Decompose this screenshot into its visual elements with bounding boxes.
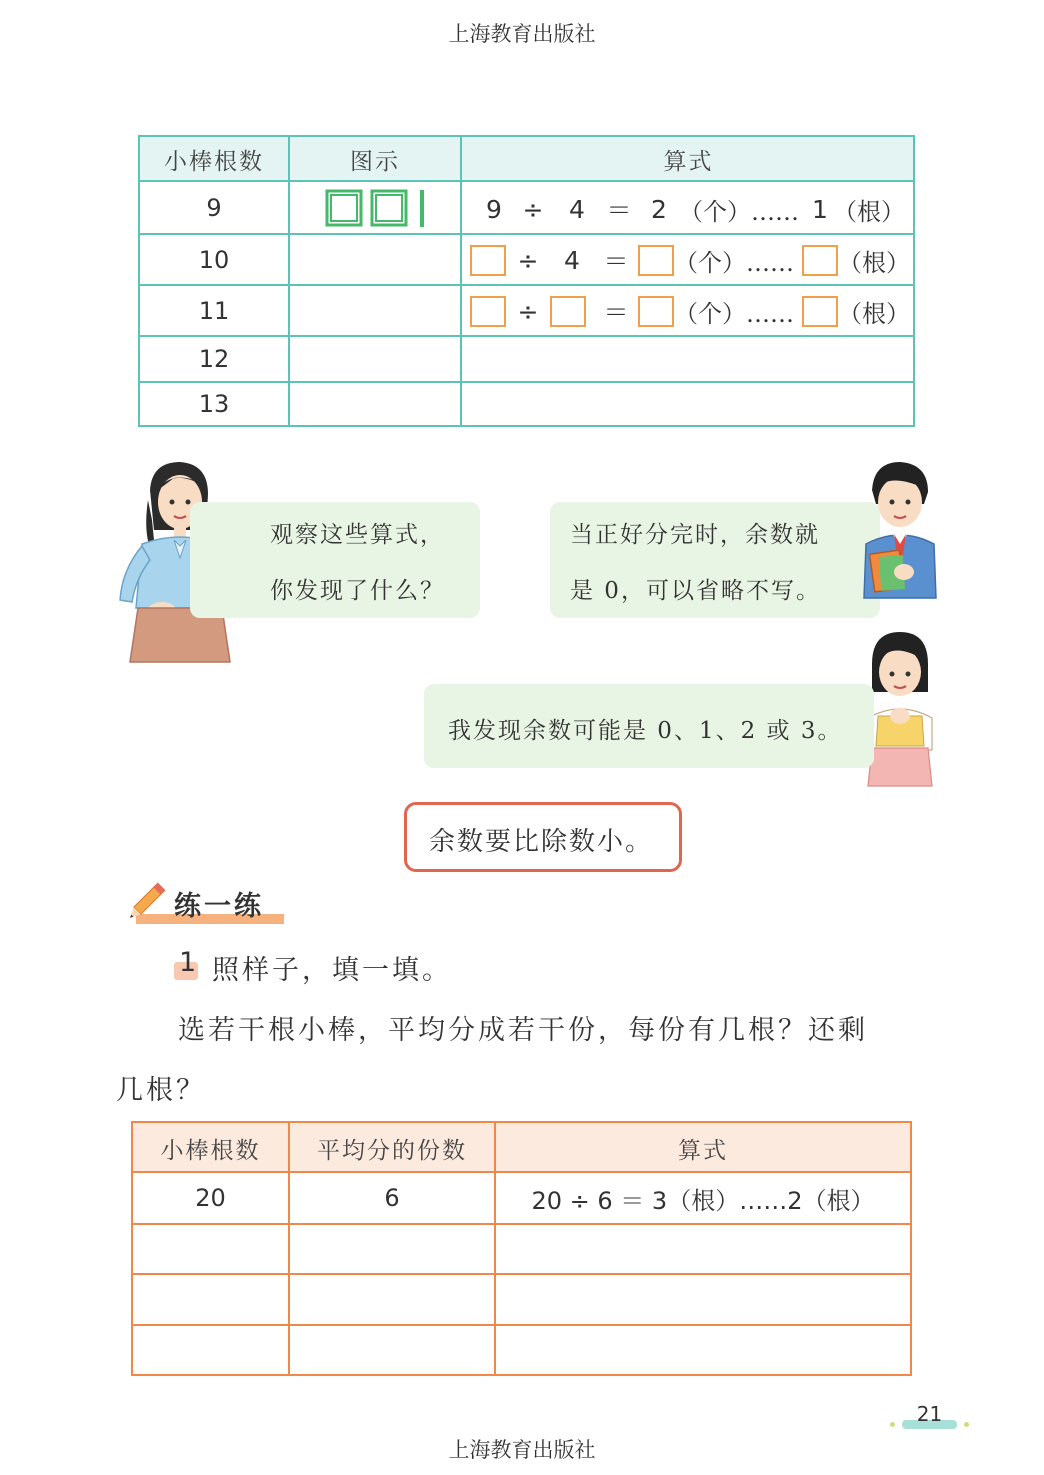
publisher-header: 上海教育出版社 bbox=[448, 22, 596, 46]
header-diagram: 图示 bbox=[350, 149, 400, 175]
remainder: 1 bbox=[812, 194, 828, 224]
answer-box-dividend[interactable] bbox=[470, 296, 506, 327]
answer-box-remainder[interactable] bbox=[802, 245, 838, 276]
header-stick-count: 小棒根数 bbox=[164, 149, 264, 175]
unit-gen: （根） bbox=[838, 248, 910, 277]
prompt-line-1: 选若干根小棒，平均分成若干份，每份有几根？还剩 bbox=[178, 1015, 868, 1046]
divide-sign: ÷ bbox=[517, 245, 539, 275]
girl-speech-bubble bbox=[424, 684, 874, 768]
equals-sign: ＝ bbox=[603, 298, 629, 327]
table-cell[interactable] bbox=[496, 1326, 910, 1374]
answer-box-remainder[interactable] bbox=[802, 296, 838, 327]
divisor: 4 bbox=[564, 245, 580, 275]
table-cell[interactable] bbox=[133, 1225, 288, 1273]
dividend: 9 bbox=[486, 194, 502, 224]
stick-division-table bbox=[138, 135, 915, 427]
table-cell[interactable] bbox=[290, 1326, 494, 1374]
unit-gen: （根） bbox=[833, 197, 905, 226]
answer-box-dividend[interactable] bbox=[470, 245, 506, 276]
page-number: 21 bbox=[916, 1402, 943, 1426]
answer-box-quotient[interactable] bbox=[638, 245, 674, 276]
boy-line-1: 当正好分完时，余数就 bbox=[570, 522, 820, 548]
girl-line: 我发现余数可能是 0、1、2 或 3。 bbox=[448, 718, 843, 744]
teacher-line-2: 你发现了什么？ bbox=[270, 578, 445, 604]
row-count-11: 11 bbox=[198, 296, 230, 325]
unit-ge-dots: （个）…… bbox=[674, 299, 794, 328]
question-number: 1 bbox=[179, 947, 200, 978]
answer-box-quotient[interactable] bbox=[638, 296, 674, 327]
boy-line-2: 是 0，可以省略不写。 bbox=[570, 578, 821, 604]
row-count-9: 9 bbox=[206, 193, 222, 222]
table-cell[interactable] bbox=[290, 1275, 494, 1324]
teacher-line-1: 观察这些算式， bbox=[270, 522, 445, 548]
equation-row-10 bbox=[470, 243, 910, 277]
question-text: 照样子，填一填。 bbox=[212, 955, 452, 986]
boy-illustration bbox=[858, 460, 938, 600]
decor-dot bbox=[964, 1422, 969, 1427]
table-cell[interactable] bbox=[133, 1275, 288, 1324]
table-cell: 6 bbox=[384, 1184, 400, 1212]
teacher-speech-bubble bbox=[190, 502, 480, 618]
practice-title: 练一练 bbox=[174, 891, 264, 922]
conclusion-text: 余数要比除数小。 bbox=[429, 827, 654, 857]
table-cell[interactable] bbox=[133, 1326, 288, 1374]
row-count-12: 12 bbox=[198, 345, 230, 373]
quotient: 2 bbox=[651, 194, 667, 224]
header-stick-count: 小棒根数 bbox=[160, 1137, 261, 1164]
divide-sign: ÷ bbox=[522, 194, 544, 224]
prompt-line-2: 几根？ bbox=[116, 1075, 206, 1106]
table-cell[interactable] bbox=[290, 1225, 494, 1273]
answer-box-divisor[interactable] bbox=[550, 296, 586, 327]
equals-sign: ＝ bbox=[606, 196, 632, 225]
table-cell: 20 bbox=[195, 1184, 226, 1212]
table-cell: 20 ÷ 6 ＝ 3（根）……2（根） bbox=[531, 1186, 875, 1215]
table-cell[interactable] bbox=[496, 1275, 910, 1324]
conclusion-box bbox=[404, 802, 682, 872]
publisher-footer: 上海教育出版社 bbox=[448, 1438, 596, 1462]
equation-row-11 bbox=[470, 294, 910, 328]
row-count-13: 13 bbox=[198, 390, 230, 418]
unit-gen: （根） bbox=[838, 299, 910, 328]
unit-ge-dots: （个）…… bbox=[679, 197, 799, 226]
stick-diagram bbox=[324, 187, 434, 231]
row-count-10: 10 bbox=[198, 245, 230, 274]
equals-sign: ＝ bbox=[603, 247, 629, 276]
table-cell[interactable] bbox=[496, 1225, 910, 1273]
divisor: 4 bbox=[569, 194, 585, 224]
divide-sign: ÷ bbox=[517, 296, 539, 326]
boy-speech-bubble bbox=[550, 502, 880, 618]
pencil-icon bbox=[124, 880, 166, 926]
header-formula: 算式 bbox=[678, 1137, 728, 1164]
practice-table bbox=[131, 1121, 912, 1376]
equation-row-9 bbox=[470, 192, 910, 226]
header-parts: 平均分的份数 bbox=[317, 1137, 467, 1164]
decor-dot bbox=[890, 1422, 895, 1427]
unit-ge-dots: （个）…… bbox=[674, 248, 794, 277]
header-formula: 算式 bbox=[663, 149, 714, 175]
